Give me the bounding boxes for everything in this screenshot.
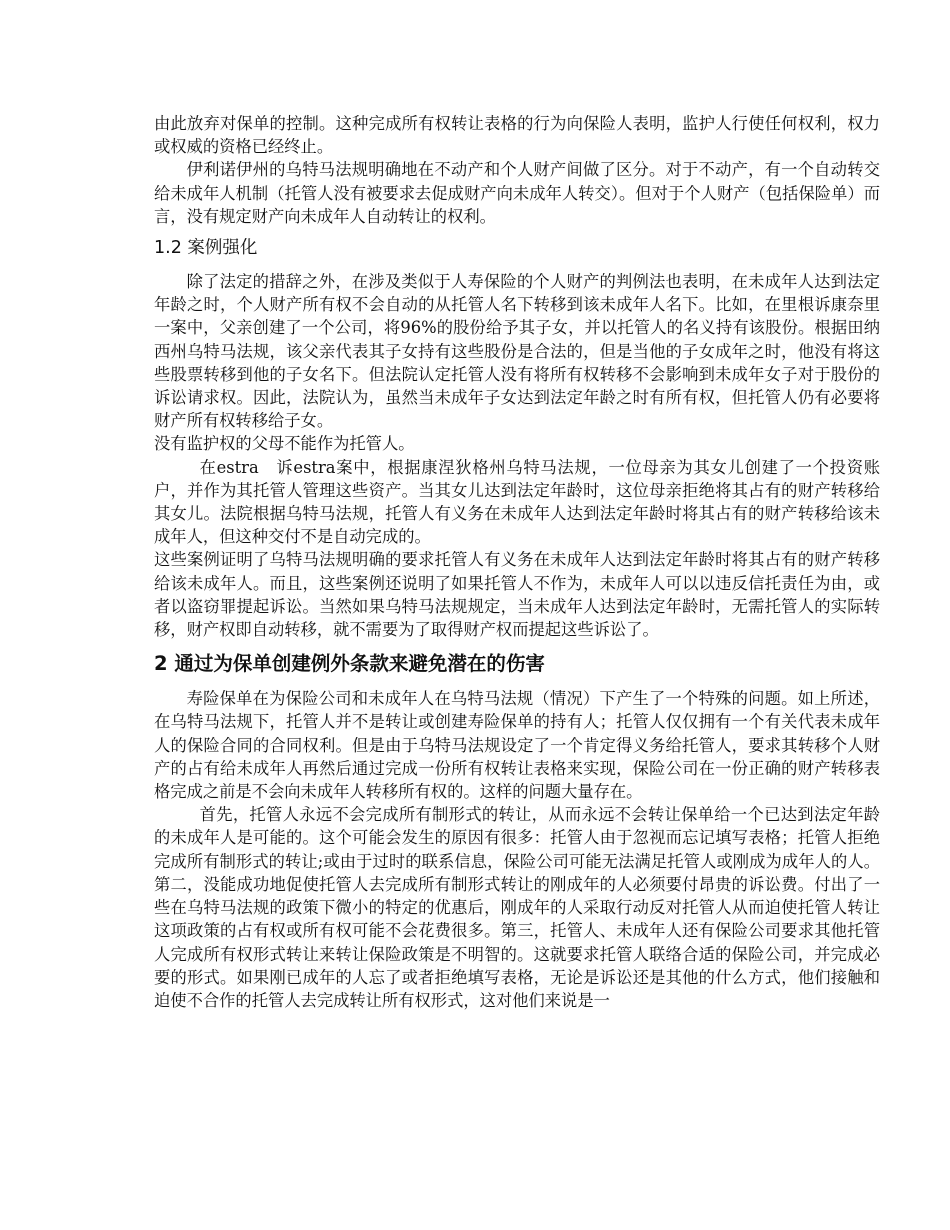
document-page (154, 112, 880, 1012)
paragraph-continuation: 由此放弃对保单的控制。这种完成所有权转让表格的行为向保险人表明，监护人行使任何权利，权力或权威的资格已经终止。 (154, 114, 880, 157)
paragraph-case-law: 除了法定的措辞之外，在涉及类似于人寿保险的个人财产的判例法也表明，在未成年人达到法定年龄之时，个人财产所有权不会自动的从托管人名下转移到该未成年人名下。比如，在里根诉康奈里一案中，父亲创建了一个公司，将96%的股份给予其子女，并以托管人的名义持有该股份。根据田纳西州乌特马法规，该父亲代表其子女持有这些股份是合法的，但是当他的子女成年之时，他没有将这些股票转移到他的子女名下。但法院认定托管人没有将所有权转移不会影响到未成年女子对于股份的诉讼请求权。因此，法院认为，虽然当未成年子女达到法定年龄之时有所有权，但托管人仍有必要将财产所有权转移给子女。 (154, 272, 880, 431)
paragraph-estra-case: 在estra 诉estra案中，根据康涅狄格州乌特马法规，一位母亲为其女儿创建了一个投资账户，并作为其托管人管理这些资产。当其女儿达到法定年龄时，这位母亲拒绝将其占有的财产转移给其女儿。法院根据乌特马法规，托管人有义务在未成年人达到法定年龄时将其占有的财产转移给该未成年人，但这种交付不是自动完成的。 (154, 457, 880, 547)
paragraph-illinois-utma: 伊利诺伊州的乌特马法规明确地在不动产和个人财产间做了区分。对于不动产，有一个自动转交给未成年人机制（托管人没有被要求去促成财产向未成年人转交）。但对于个人财产（包括保险单）而言，没有规定财产向未成年人自动转让的权利。 (154, 160, 880, 226)
paragraph-life-insurance-problem: 寿险保单在为保险公司和未成年人在乌特马法规（情况）下产生了一个特殊的问题。如上所述，在乌特马法规下，托管人并不是转让或创建寿险保单的持有人；托管人仅仅拥有一个有关代表未成年人的保险合同的合同权利。但是由于乌特马法规设定了一个肯定得义务给托管人，要求其转移个人财产的占有给未成年人再然后通过完成一份所有权转让表格来实现，保险公司在一份正确的财产转移表格完成之前是不会向未成年人转移所有权的。这样的问题大量存在。 (154, 689, 880, 802)
paragraph-case-summary: 这些案例证明了乌特马法规明确的要求托管人有义务在未成年人达到法定年龄时将其占有的财产转移给该未成年人。而且，这些案例还说明了如果托管人不作为，未成年人可以以违反信托责任为由，或者以盗窃罪提起诉讼。当然如果乌特马法规规定，当未成年人达到法定年龄时，无需托管人的实际转移，财产权即自动转移，就不需要为了取得财产权而提起这些诉讼了。 (154, 550, 880, 640)
section-heading-1-2: 1.2 案例强化 (154, 238, 258, 259)
section-heading-2: 2 通过为保单创建例外条款来避免潜在的伤害 (154, 652, 545, 676)
paragraph-first-second-third: 首先，托管人永远不会完成所有制形式的转让，从而永远不会转让保单给一个已达到法定年龄的未成年人是可能的。这个可能会发生的原因有很多：托管人由于忽视而忘记填写表格；托管人拒绝完成所有制形式的转让;或由于过时的联系信息，保险公司可能无法满足托管人或刚成为成年人的人。第二，没能成功地促使托管人去完成所有制形式转让的刚成年的人必须要付昂贵的诉讼费。付出了一些在乌特马法规的政策下微小的特定的优惠后，刚成年的人采取行动反对托管人从而迫使托管人转让这项政策的占有权或所有权可能不会花费很多。第三，托管人、未成年人还有保险公司要求其他托管人完成所有权形式转让来转让保险政策是不明智的。这就要求托管人联络合适的保险公司，并完成必要的形式。如果刚已成年的人忘了或者拒绝填写表格，无论是诉讼还是其他的什么方式，他们接触和迫使不合作的托管人去完成转让所有权形式，这对他们来说是一 (154, 805, 880, 1010)
paragraph-non-custodial-parent: 没有监护权的父母不能作为托管人。 (154, 434, 415, 454)
